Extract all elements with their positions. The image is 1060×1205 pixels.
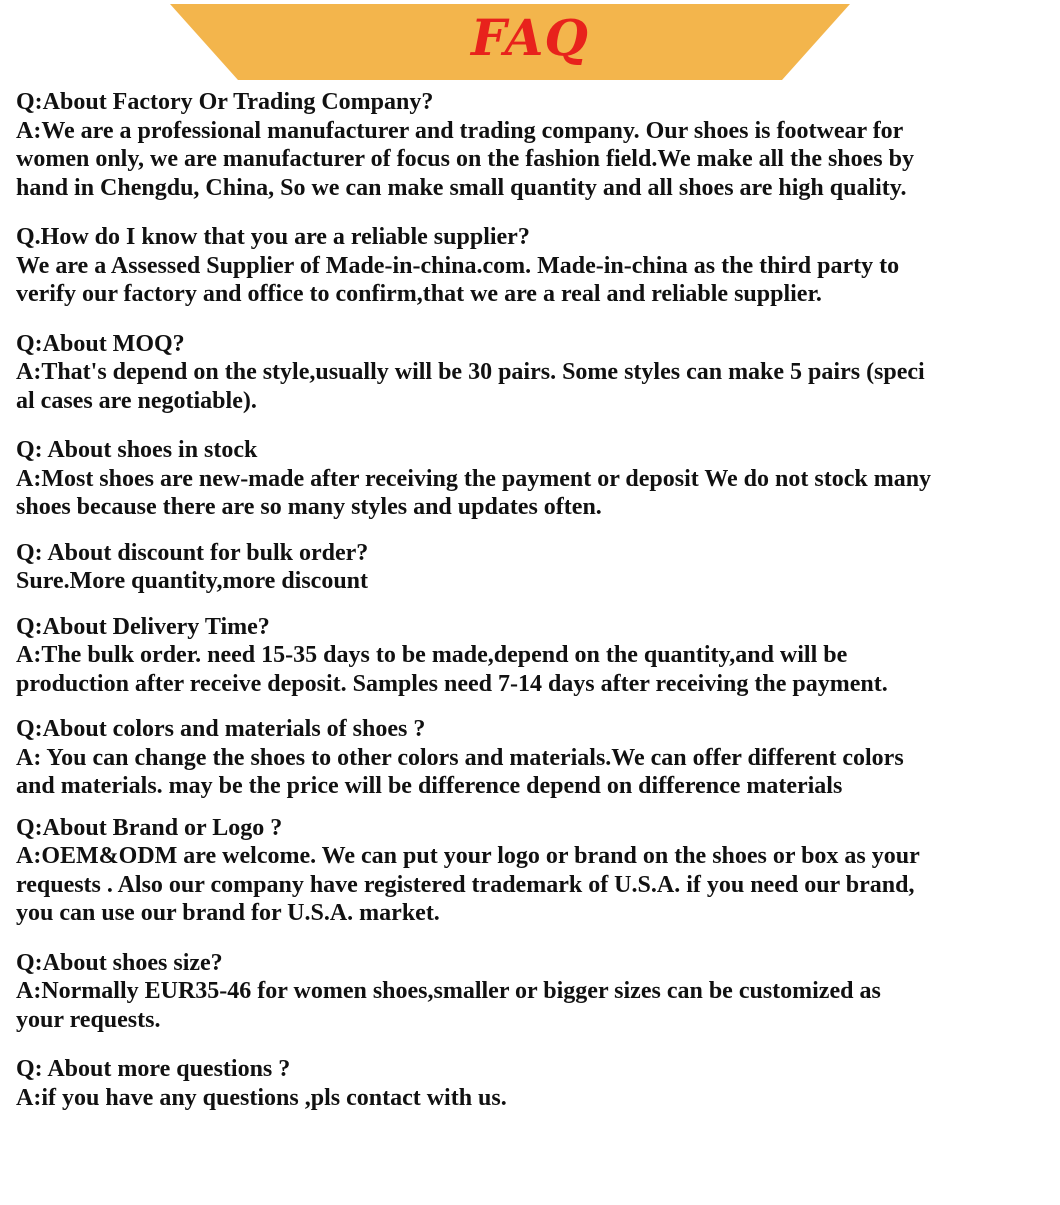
faq-answer-line: your requests. [16,1006,161,1033]
faq-item [16,436,1056,522]
faq-list [16,88,1056,1112]
faq-question: Q:About Factory Or Trading Company? [16,89,434,115]
faq-item [16,715,1056,801]
faq-answer-line: We are a Assessed Supplier of Made-in-china.com. Made-in-china as the third party to [16,252,900,279]
faq-answer-line: requests . Also our company have registered trademark of U.S.A. if you need our brand, [16,871,915,898]
faq-answer-line: al cases are negotiable). [16,387,257,414]
faq-answer-line: A:Normally EUR35-46 for women shoes,smaller or bigger sizes can be customized as [16,978,881,1004]
faq-item [16,949,1056,1035]
faq-question: Q:About shoes size? [16,949,223,976]
faq-answer-line: A:if you have any questions ,pls contact with us. [16,1084,507,1111]
faq-item [16,330,1056,416]
faq-answer-line: A: You can change the shoes to other colors and materials.We can offer different colors [16,744,904,771]
faq-question: Q: About shoes in stock [16,437,258,463]
faq-item [16,539,1056,596]
faq-answer-line: hand in Chengdu, China, So we can make small quantity and all shoes are high quality. [16,174,907,201]
page-title: FAQ [471,8,589,67]
faq-answer-line: A:We are a professional manufacturer and trading company. Our shoes is footwear for [16,117,904,144]
faq-answer-line: A:OEM&ODM are welcome. We can put your logo or brand on the shoes or box as your [16,843,920,869]
faq-question: Q:About colors and materials of shoes ? [16,716,426,742]
faq-answer-line: you can use our brand for U.S.A. market. [16,900,440,926]
faq-item [16,814,1056,928]
faq-question: Q:About MOQ? [16,330,185,357]
faq-question: Q: About more questions ? [16,1056,291,1082]
faq-item [16,223,1056,309]
faq-answer-line: A:The bulk order. need 15-35 days to be made,depend on the quantity,and will be [16,642,848,668]
faq-answer-line: production after receive deposit. Samples need 7-14 days after receiving the payment. [16,670,888,697]
faq-question: Q: About discount for bulk order? [16,539,369,566]
faq-answer-line: shoes because there are so many styles and updates often. [16,494,602,520]
faq-item [16,1055,1056,1112]
faq-answer-line: and materials. may be the price will be difference depend on difference materials [16,773,843,799]
faq-item [16,88,1056,202]
faq-question: Q:About Delivery Time? [16,613,270,640]
faq-answer-line: Sure.More quantity,more discount [16,568,369,594]
faq-question: Q:About Brand or Logo ? [16,814,283,841]
faq-answer-line: A:Most shoes are new-made after receiving the payment or deposit We do not stock many [16,465,932,492]
faq-answer-line: verify our factory and office to confirm,that we are a real and reliable supplier. [16,281,822,307]
faq-question: Q.How do I know that you are a reliable supplier? [16,224,530,250]
faq-item [16,613,1056,699]
faq-answer-line: women only, we are manufacturer of focus on the fashion field.We make all the shoes by [16,146,914,172]
faq-answer-line: A:That's depend on the style,usually will be 30 pairs. Some styles can make 5 pairs (speci [16,359,925,385]
